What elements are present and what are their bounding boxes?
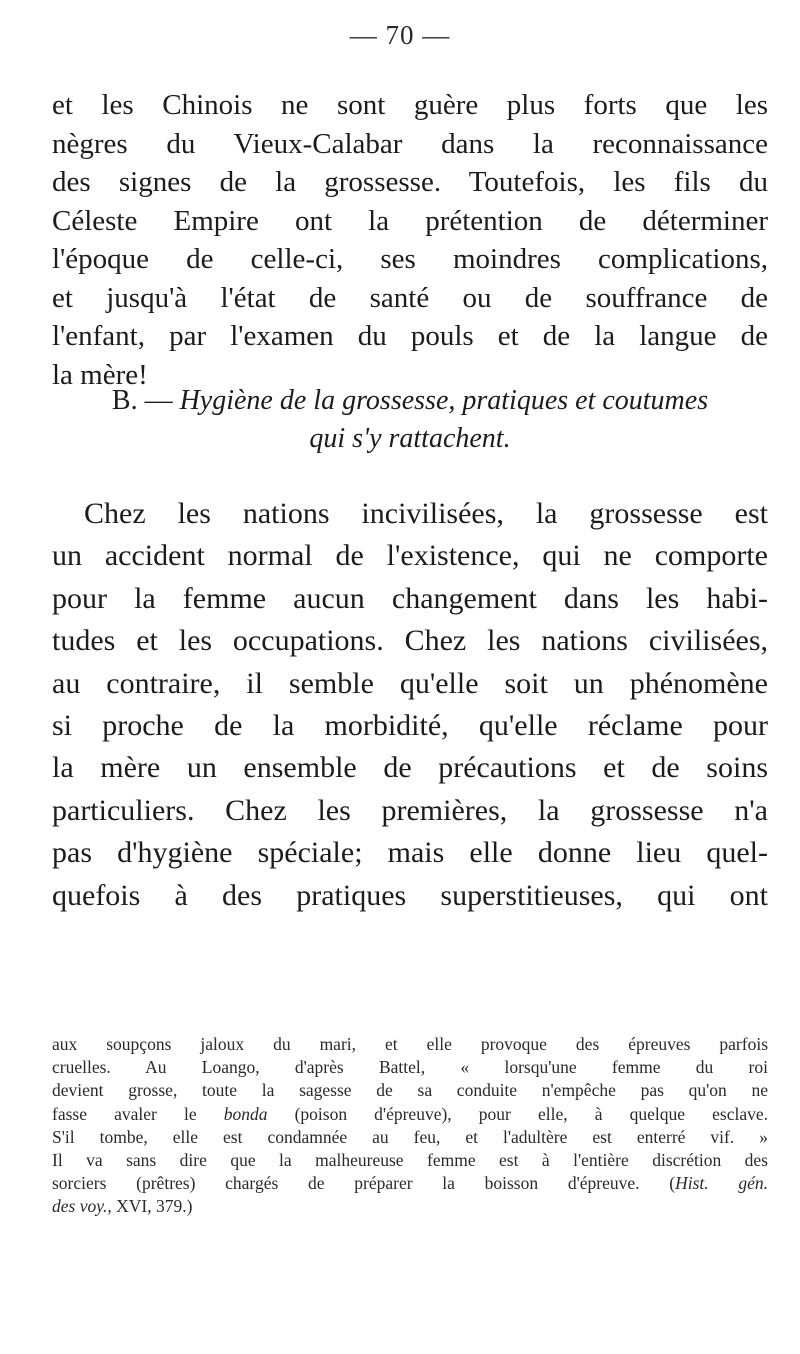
footnote-text: , XVI, 379.) (107, 1196, 193, 1217)
text-line: particuliers. Chez les premières, la grossesse n'a (52, 793, 768, 827)
footnote-line: devient grosse, toute la sagesse de sa conduite n'empêche pas qu'on ne (52, 1080, 768, 1101)
footnote-italic-citation: Hist. gén. (675, 1173, 768, 1194)
footnote-text: fasse avaler le (52, 1103, 224, 1124)
footnote-line (52, 1172, 768, 1195)
text-line: des signes de la grossesse. Toutefois, les fils du (52, 166, 768, 198)
footnote-line: Il va sans dire que la malheureuse femme est à l'entière discrétion des (52, 1150, 768, 1171)
footnote (52, 1033, 768, 1219)
text-line: tudes et les occupations. Chez les nations civilisées, (52, 624, 768, 658)
footnote-line (52, 1195, 768, 1218)
paragraph-2 (52, 493, 768, 917)
footnote-text: (poison d'épreuve), pour elle, à quelque esclave. (267, 1103, 768, 1124)
footnote-italic-citation: des voy. (52, 1196, 108, 1217)
text-line: l'enfant, par l'examen du pouls et de la langue de (52, 320, 768, 352)
text-line: nègres du Vieux-Calabar dans la reconnaissance (52, 127, 768, 160)
text-line: quefois à des pratiques superstitieuses, qui ont (52, 878, 768, 912)
text-line: si proche de la morbidité, qu'elle réclame pour (52, 709, 768, 743)
footnote-line: S'il tombe, elle est condamnée au feu, et l'adultère est enterré vif. » (52, 1126, 768, 1147)
text-line: pas d'hygiène spéciale; mais elle donne lieu quel- (52, 836, 768, 870)
footnote-italic-term: bonda (223, 1103, 268, 1124)
footnote-line: aux soupçons jaloux du mari, et elle provoque des épreuves parfois (52, 1034, 768, 1054)
footnote-text: sorciers (prêtres) chargés de préparer la boisson d'épreuve. ( (52, 1173, 676, 1194)
page-number: — 70 — (349, 20, 451, 50)
text-line: la mère! (52, 358, 148, 391)
text-line: Céleste Empire ont la prétention de déterminer (52, 204, 768, 237)
section-title-line-2: qui s'y rattachent. (309, 423, 511, 454)
text-line: la mère un ensemble de précautions et de soins (52, 751, 768, 785)
section-prefix: B. — (111, 385, 173, 416)
footnote-line (52, 1103, 768, 1126)
text-line: au contraire, il semble qu'elle soit un phénomène (52, 666, 768, 700)
text-line: Chez les nations incivilisées, la grossesse est (84, 497, 768, 530)
text-line: l'époque de celle-ci, ses moindres complications, (52, 243, 768, 275)
text-line: et jusqu'à l'état de santé ou de souffrance de (52, 281, 768, 314)
text-line: un accident normal de l'existence, qui ne comporte (52, 539, 768, 573)
text-line: pour la femme aucun changement dans les habi- (52, 581, 768, 615)
footnote-line: cruelles. Au Loango, d'après Battel, « lorsqu'une femme du roi (52, 1057, 768, 1078)
text-line: et les Chinois ne sont guère plus forts que les (52, 89, 768, 121)
section-heading (52, 382, 768, 458)
paragraph-1 (52, 86, 768, 394)
section-title-line-1: Hygiène de la grossesse, pratiques et coutumes (179, 385, 709, 416)
